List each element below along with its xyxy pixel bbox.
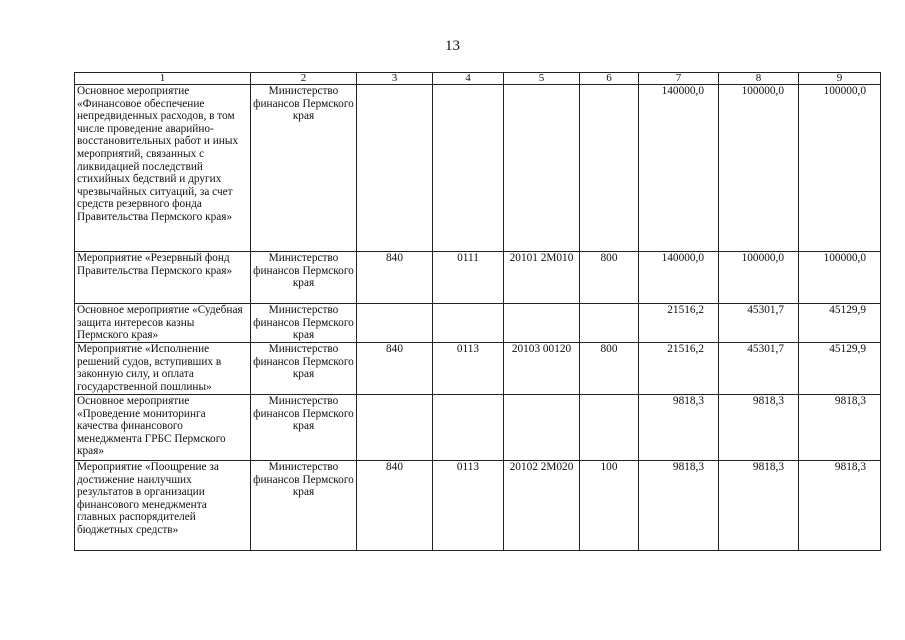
section-code <box>433 85 504 252</box>
page-number: 13 <box>445 38 460 54</box>
table-row <box>75 85 881 252</box>
target-code: 20102 2М020 <box>504 461 580 551</box>
value-col-9: 100000,0 <box>799 85 881 252</box>
section-code: 0113 <box>433 343 504 395</box>
value-col-7: 21516,2 <box>639 343 719 395</box>
measure-name: Основное мероприятие «Проведение мониторинга качества финансового менеджмента ГРБС Пермского края» <box>75 395 251 461</box>
grbs-code <box>357 395 433 461</box>
table-row <box>75 461 881 551</box>
value-col-7: 140000,0 <box>639 85 719 252</box>
executor: Министерство финансов Пермского края <box>251 461 357 551</box>
col-header-1: 1 <box>75 73 251 85</box>
section-code <box>433 304 504 343</box>
measure-name: Основное мероприятие «Судебная защита интересов казны Пермского края» <box>75 304 251 343</box>
target-code <box>504 395 580 461</box>
budget-table <box>74 72 881 551</box>
value-col-8: 45301,7 <box>719 343 799 395</box>
value-col-9: 9818,3 <box>799 461 881 551</box>
value-col-7: 140000,0 <box>639 252 719 304</box>
section-code: 0111 <box>433 252 504 304</box>
grbs-code <box>357 304 433 343</box>
expense-type-code: 800 <box>580 252 639 304</box>
table-row <box>75 343 881 395</box>
header-row <box>75 73 881 85</box>
col-header-4: 4 <box>433 73 504 85</box>
measure-name: Мероприятие «Резервный фонд Правительства Пермского края» <box>75 252 251 304</box>
measure-name: Мероприятие «Поощрение за достижение наилучших результатов в организации финансового менеджмента главных распорядителей бюджетных средств» <box>75 461 251 551</box>
value-col-7: 9818,3 <box>639 461 719 551</box>
expense-type-code <box>580 85 639 252</box>
col-header-6: 6 <box>580 73 639 85</box>
executor: Министерство финансов Пермского края <box>251 252 357 304</box>
value-col-8: 9818,3 <box>719 461 799 551</box>
expense-type-code <box>580 395 639 461</box>
section-code <box>433 395 504 461</box>
table-row <box>75 252 881 304</box>
expense-type-code: 800 <box>580 343 639 395</box>
col-header-2: 2 <box>251 73 357 85</box>
value-col-8: 9818,3 <box>719 395 799 461</box>
expense-type-code <box>580 304 639 343</box>
target-code <box>504 85 580 252</box>
grbs-code <box>357 85 433 252</box>
col-header-3: 3 <box>357 73 433 85</box>
value-col-7: 9818,3 <box>639 395 719 461</box>
target-code: 20103 00120 <box>504 343 580 395</box>
section-code: 0113 <box>433 461 504 551</box>
col-header-7: 7 <box>639 73 719 85</box>
value-col-8: 45301,7 <box>719 304 799 343</box>
table-row <box>75 304 881 343</box>
executor: Министерство финансов Пермского края <box>251 85 357 252</box>
grbs-code: 840 <box>357 252 433 304</box>
executor: Министерство финансов Пермского края <box>251 395 357 461</box>
value-col-9: 45129,9 <box>799 343 881 395</box>
value-col-9: 9818,3 <box>799 395 881 461</box>
measure-name: Основное мероприятие «Финансовое обеспечение непредвиденных расходов, в том числе проведение аварийно-восстановительных работ и иных мероприятий, связанных с ликвидацией последствий стихийных бедствий и других чрезвычайных ситуаций, за счет средств резервного фонда Правительства Пермского края» <box>75 85 251 252</box>
executor: Министерство финансов Пермского края <box>251 304 357 343</box>
grbs-code: 840 <box>357 343 433 395</box>
executor: Министерство финансов Пермского края <box>251 343 357 395</box>
value-col-8: 100000,0 <box>719 252 799 304</box>
expense-type-code: 100 <box>580 461 639 551</box>
value-col-8: 100000,0 <box>719 85 799 252</box>
value-col-9: 100000,0 <box>799 252 881 304</box>
measure-name: Мероприятие «Исполнение решений судов, вступивших в законную силу, и оплата государственной пошлины» <box>75 343 251 395</box>
table-row <box>75 395 881 461</box>
col-header-5: 5 <box>504 73 580 85</box>
target-code <box>504 304 580 343</box>
col-header-9: 9 <box>799 73 881 85</box>
value-col-7: 21516,2 <box>639 304 719 343</box>
col-header-8: 8 <box>719 73 799 85</box>
target-code: 20101 2М010 <box>504 252 580 304</box>
value-col-9: 45129,9 <box>799 304 881 343</box>
grbs-code: 840 <box>357 461 433 551</box>
